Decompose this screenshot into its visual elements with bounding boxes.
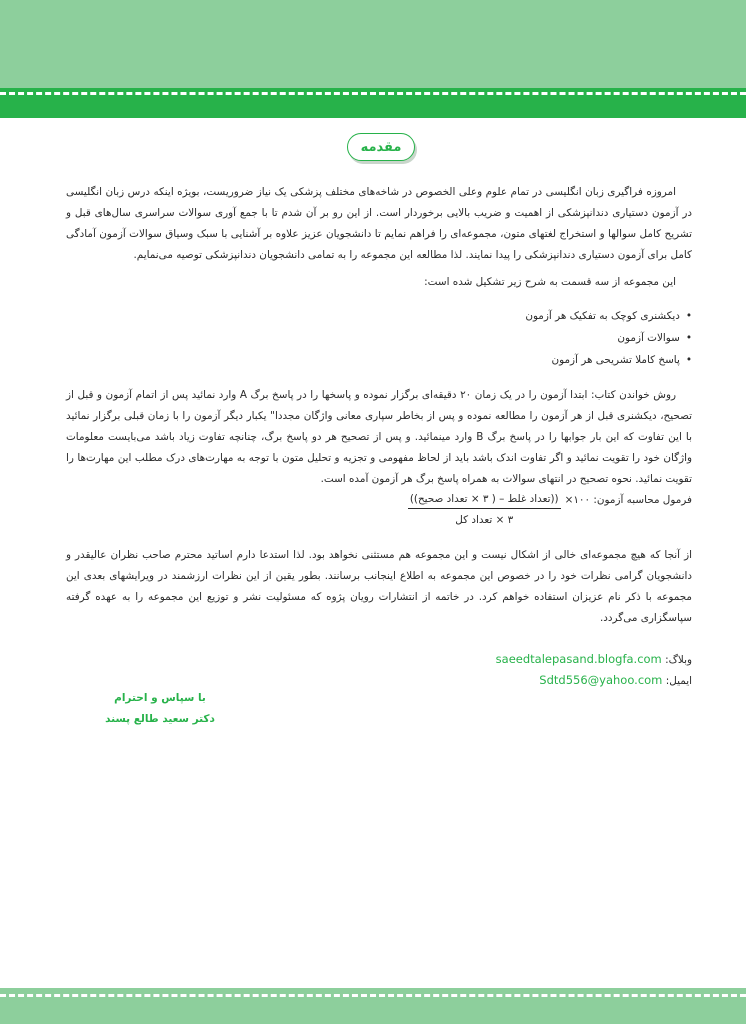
page-body — [66, 182, 692, 691]
list-item — [66, 305, 692, 327]
reading-method-paragraph: روش خواندن کتاب: ابتدا آزمون را در یک زمان ۲۰ دقیقه‌ای برگزار نموده و پاسخها را در پاسخ برگ A وارد نمائید پس از اتمام آزمون و قبل از تصحیح، دیکشنری قبل از هر آزمون را مطالعه نموده و پس از بخاطر سپاری معانی واژگان مجددا" یکبار دیگر آزمون را با زمان قبلی برگزار نمائید با این تفاوت که این بار جوابها را در پاسخ برگ B وارد مینمائید. و پس از تصحیح هر دو پاسخ برگ، چنانچه تفاوت زیاد باشد می‌بایست معلومات واژگان خود را تقویت نمائید و اگر تفاوت اندک باشد باید از لحاظ مفهومی و تجزیه و تحلیل متون با توجه به مهارت‌های درک مطلب این مهارت‌ها را تقویت نمائید. نحوه تصحیح در انتهای سوالات به همراه پاسخ برگ هر آزمون آمده است. — [66, 389, 692, 485]
list-item-label: سوالات آزمون — [617, 332, 680, 344]
email-label: ایمیل: — [665, 675, 692, 687]
page-title: مقدمه — [347, 133, 415, 161]
signature-author: دکتر سعید طالع پسند — [105, 713, 215, 725]
header-stitch-line — [0, 92, 746, 95]
closing-paragraph: از آنجا که هیچ مجموعه‌ای خالی از اشکال نیست و این مجموعه هم مستثنی نخواهد بود. لذا استدعا دارم اساتید محترم صاحب نظران عالیقدر و دانشجویان گرامی نظرات خود را در خصوص این مجموعه به اطلاع اینجانب برسانند. بطور یقین از این نظرات ارزشمند در ویرایشهای بعدی این مجموعه با ذکر نام عزیزان استفاده خواهم کرد. در خاتمه از انتشارات رویان پژوه که مسئولیت نشر و توزیع این مجموعه را به عهده گرفته سپاسگزاری می‌گردد. — [66, 549, 692, 624]
header-band — [0, 0, 746, 88]
formula-numerator: ((تعداد غلط – ( ۳ × تعداد صحیح)) — [408, 490, 561, 509]
list-item — [66, 327, 692, 349]
contact-block — [66, 649, 692, 691]
blog-row — [66, 649, 692, 670]
score-formula — [66, 490, 692, 531]
bullet-icon: • — [685, 354, 692, 366]
sections-intro: این مجموعه از سه قسمت به شرح زیر تشکیل شده است: — [424, 276, 676, 288]
formula-fraction — [408, 490, 561, 531]
bullet-icon: • — [685, 332, 692, 344]
signature-block — [100, 688, 220, 730]
list-item-label: پاسخ کاملا تشریحی هر آزمون — [551, 354, 680, 366]
bullet-icon: • — [685, 310, 692, 322]
sections-list — [66, 305, 692, 371]
list-item-label: دیکشنری کوچک به تفکیک هر آزمون — [525, 310, 680, 322]
list-item — [66, 349, 692, 371]
formula-denominator: ۳ × تعداد کل — [455, 514, 514, 526]
blog-label: وبلاگ: — [665, 654, 692, 666]
formula-label: فرمول محاسبه آزمون: ۱۰۰× — [564, 494, 692, 506]
email-link[interactable]: Sdtd556@yahoo.com — [539, 673, 663, 687]
footer-stitch-line — [0, 994, 746, 997]
intro-paragraph: امروزه فراگیری زبان انگلیسی در تمام علوم وعلی الخصوص در شاخه‌های مختلف پزشکی یک نیاز ضروریست، بویژه اینکه درس زبان انگلیسی در آزمون دستیاری دندانپزشکی از اهمیت و ضریب بالایی برخوردار است. از این رو بر آن شدم تا با جمع آوری سوالات سراسری سال‌های قبل و تشریح کامل سوالها و استخراج لغتهای متون، مجموعه‌ای را فراهم نمایم تا دانشجویان عزیز علاوه بر آشنایی با سبک وسیاق سوالات آزمون آمادگی کامل برای آزمون دستیاری دندانپزشکی را پیدا نمایند. لذا مطالعه این مجموعه را به تمامی دانشجویان دندانپزشکی توصیه می‌نمایم. — [66, 186, 692, 261]
signature-greeting: با سپاس و احترام — [114, 692, 206, 704]
blog-link[interactable]: saeedtalepasand.blogfa.com — [495, 652, 662, 666]
